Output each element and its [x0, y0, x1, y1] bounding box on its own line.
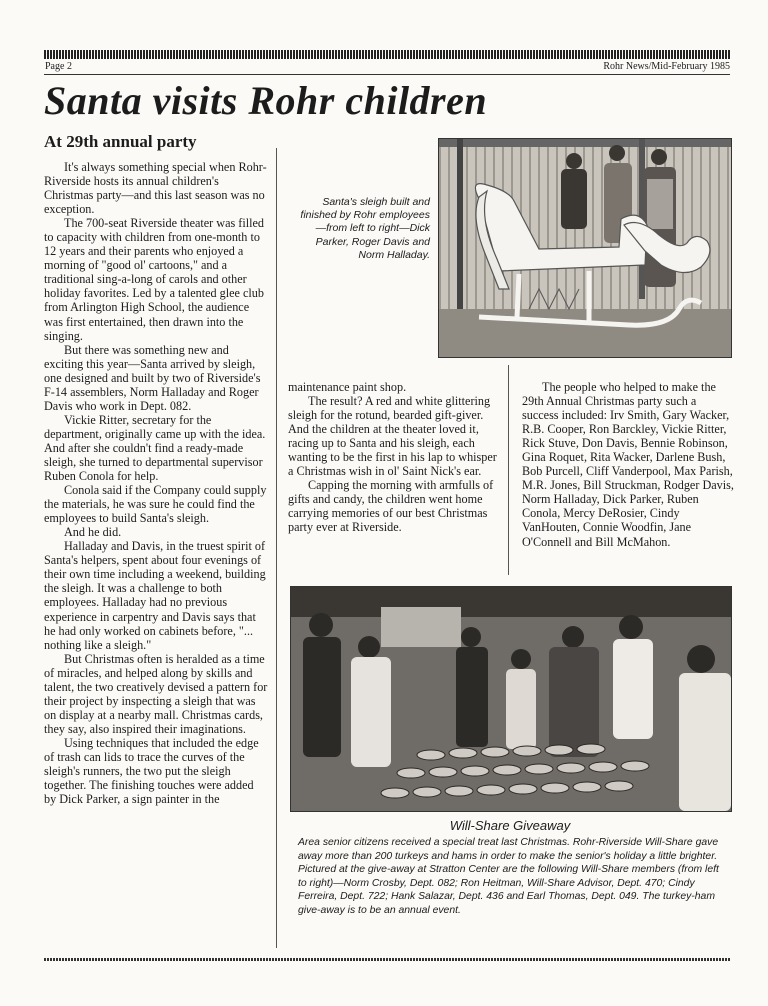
page-number: Page 2: [45, 61, 72, 72]
col1-para: But Christmas often is heralded as a time of miracles, and helped along by skills and talent, the two creatively devised a pattern for their project by inspecting a sleigh that was on display at a nearby mall. Christmas cards, they say, also inspired their imaginations.: [44, 651, 268, 736]
col1-para: It's always something special when Rohr-Riverside hosts its annual children's Christmas party—and this last season was no exception.: [44, 160, 267, 217]
giveaway-caption: Area senior citizens received a special treat last Christmas. Rohr-Riverside Will-Share gave away more than 200 turkeys and hams in order to make the senior's holiday a little brighter. Pictured at the give-away at Stratton Center are the following Will-Share members (from left to right)—Norm Crosby, Dept. 082; Ron Heitman, Will-Share Advisor, Dept. 470; Cindy Ferreira, Dept. 722; Hank Salazar, Dept. 436 and Earl Thomas, Dept. 049. The turkey-ham give-away is to be an annual event.: [298, 837, 719, 916]
article-column-1: [44, 160, 268, 806]
footer-rule: [44, 958, 730, 961]
col2-para: The result? A red and white glittering sleigh for the rotund, bearded gift-giver. And the children at the theater loved it, racing up to Santa and his sleigh, each wanting to be the first in his lap to whisper a Christmas wish in ol' Saint Nick's ear.: [288, 394, 497, 479]
col1-para: But there was something new and exciting this year—Santa arrived by sleigh, one designed and built by two of Riverside's F-14 assemblers, Norm Halladay and Roger Davis who work in Dept. 082.: [44, 342, 261, 413]
headline: Santa visits Rohr children: [44, 78, 488, 123]
giveaway-photo-image: [291, 587, 731, 811]
col2-para: Capping the morning with armfulls of gifts and candy, the children went home carrying memories of our best Christmas party ever at Riverside.: [288, 478, 494, 535]
giveaway-title: Will-Share Giveaway: [449, 818, 571, 833]
article-column-2: [288, 380, 503, 535]
subheadline: At 29th annual party: [44, 132, 197, 151]
masthead-divider: [44, 74, 730, 75]
col3-para: The people who helped to make the 29th Annual Christmas party such a success included: Irv Smith, Gary Wacker, R.B. Cooper, Ron Barckley, Vickie Ritter, Rick Stuve, Don Davis, Bennie Robinson, Gina Roquet, Rita Wacker, Darlene Bush, Bob Purcell, Cliff Vanderpool, Max Parish, M.R. Jones, Bill Struckman, Rodger Davis, Norm Halladay, Dick Parker, Ruben Conola, Mercy DeRosier, Cindy VanHouten, Connie Woodfin, Jane O'Connell and Bill McMahon.: [522, 380, 734, 549]
sleigh-photo-caption: Santa's sleigh built and finished by Rohr employees—from left to right—Dick Parker, Roger Davis and Norm Halladay.: [300, 196, 430, 261]
article-column-3: [522, 380, 734, 549]
col1-para: Vickie Ritter, secretary for the department, originally came up with the idea. And after she couldn't find a ready-made sleigh, she turned to departmental supervisor Ruben Conola for help.: [44, 412, 266, 484]
col1-para: Conola said if the Company could supply the materials, he was sure he could find the employees to build Santa's sleigh.: [44, 483, 267, 526]
sleigh-photo-image: [439, 139, 731, 357]
col1-para: And he did.: [64, 525, 122, 540]
issue-date: Rohr News/Mid-February 1985: [603, 61, 730, 72]
col1-para: Using techniques that included the edge of trash can lids to trace the curves of the sleigh's runners, the two put the sleigh together. The finishing touches were added by Dick Parker, a sign painter in the: [44, 735, 259, 807]
col1-para: The 700-seat Riverside theater was filled to capacity with children from one-month to 12 years and their parents who enjoyed a morning of "good ol' cartoons," and a traditional sing-a-long of carols and other holiday favorites. Led by a talented glee club from Arlington High School, the audience was first entertained, then drawn into the singing.: [44, 216, 265, 343]
giveaway-photo: [290, 586, 732, 812]
column-divider: [276, 148, 277, 948]
col1-para: Halladay and Davis, in the truest spirit of Santa's helpers, spent about four evenings of their own time including a weekend, building the sleigh. It was a challenge to both employees. Halladay had no previous experience in carpentry and Davis says that he had only worked on cabinets before, "... nothing like a sleigh.": [44, 539, 266, 652]
col2-para: maintenance paint shop.: [288, 380, 407, 394]
column-divider: [508, 365, 509, 575]
sleigh-photo: [438, 138, 732, 358]
masthead-rule: [44, 50, 730, 59]
